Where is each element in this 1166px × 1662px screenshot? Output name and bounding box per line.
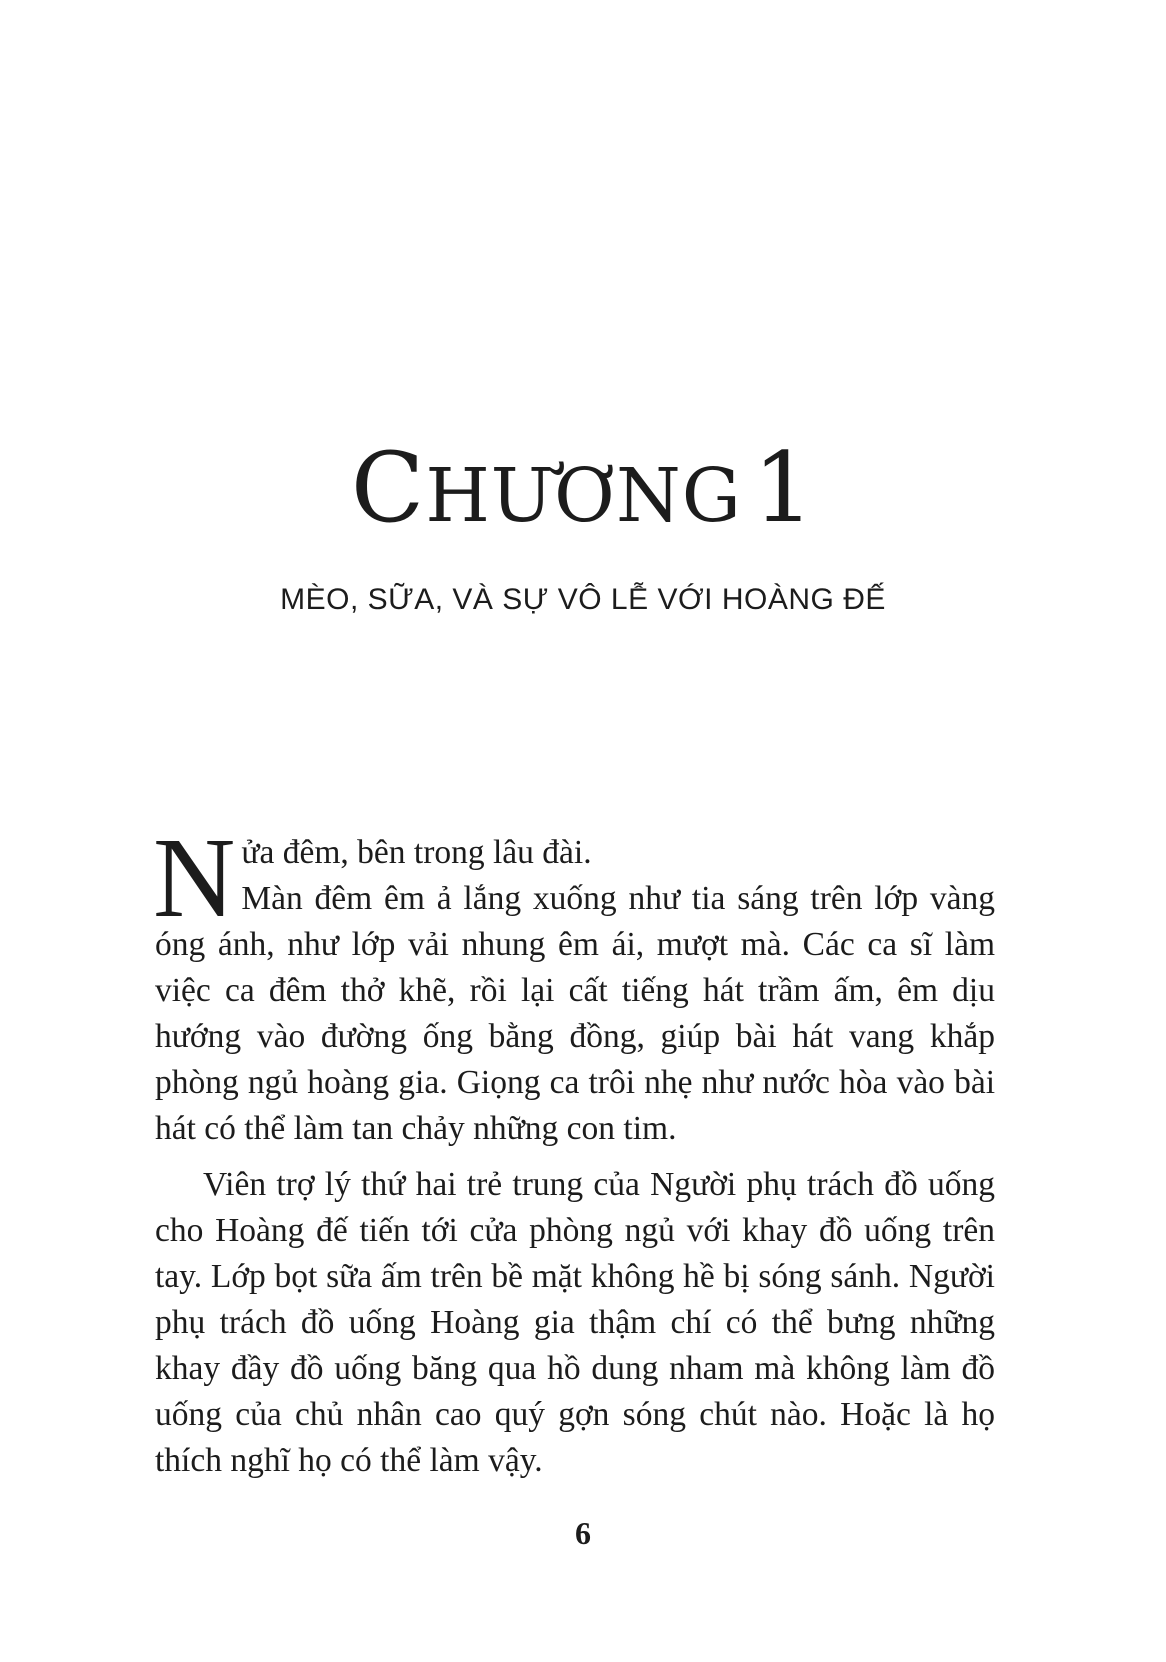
chapter-title-word: HƯƠNG	[425, 453, 742, 539]
chapter-title	[0, 432, 1166, 544]
chapter-body	[153, 814, 995, 1484]
paragraph-1-lead: ửa đêm, bên trong lâu đài.	[241, 834, 592, 871]
chapter-subtitle: MÈO, SỮA, VÀ SỰ VÔ LỄ VỚI HOÀNG ĐẾ	[280, 583, 886, 616]
chapter-number: 1	[752, 432, 816, 544]
drop-cap: N	[153, 814, 236, 941]
chapter-title-initial: C	[350, 432, 426, 544]
paragraph-1-text: Màn đêm êm ả lắng xuống như tia sáng trên lớp vàng óng ánh, như lớp vải nhung êm ái, mượt mà. Các ca sĩ làm việc ca đêm thở khẽ, rồi lại cất tiếng hát trầm ấm, êm dịu hướng vào đường ống bằng đồng, giúp bài hát vang khắp phòng ngủ hoàng gia. Giọng ca trôi nhẹ như nước hòa vào bài hát có thể làm tan chảy những con tim.	[155, 880, 995, 1147]
page-number: 6	[575, 1515, 591, 1551]
paragraph-2: Viên trợ lý thứ hai trẻ trung của Người phụ trách đồ uống cho Hoàng đế tiến tới cửa phòng ngủ với khay đồ uống trên tay. Lớp bọt sữa ấm trên bề mặt không hề bị sóng sánh. Người phụ trách đồ uống Hoàng gia thậm chí có thể bưng những khay đầy đồ uống băng qua hồ dung nham mà không làm đồ uống của chủ nhân cao quý gợn sóng chút nào. Hoặc là họ thích nghĩ họ có thể làm vậy.	[155, 1166, 995, 1479]
paragraph-1	[153, 814, 995, 1152]
